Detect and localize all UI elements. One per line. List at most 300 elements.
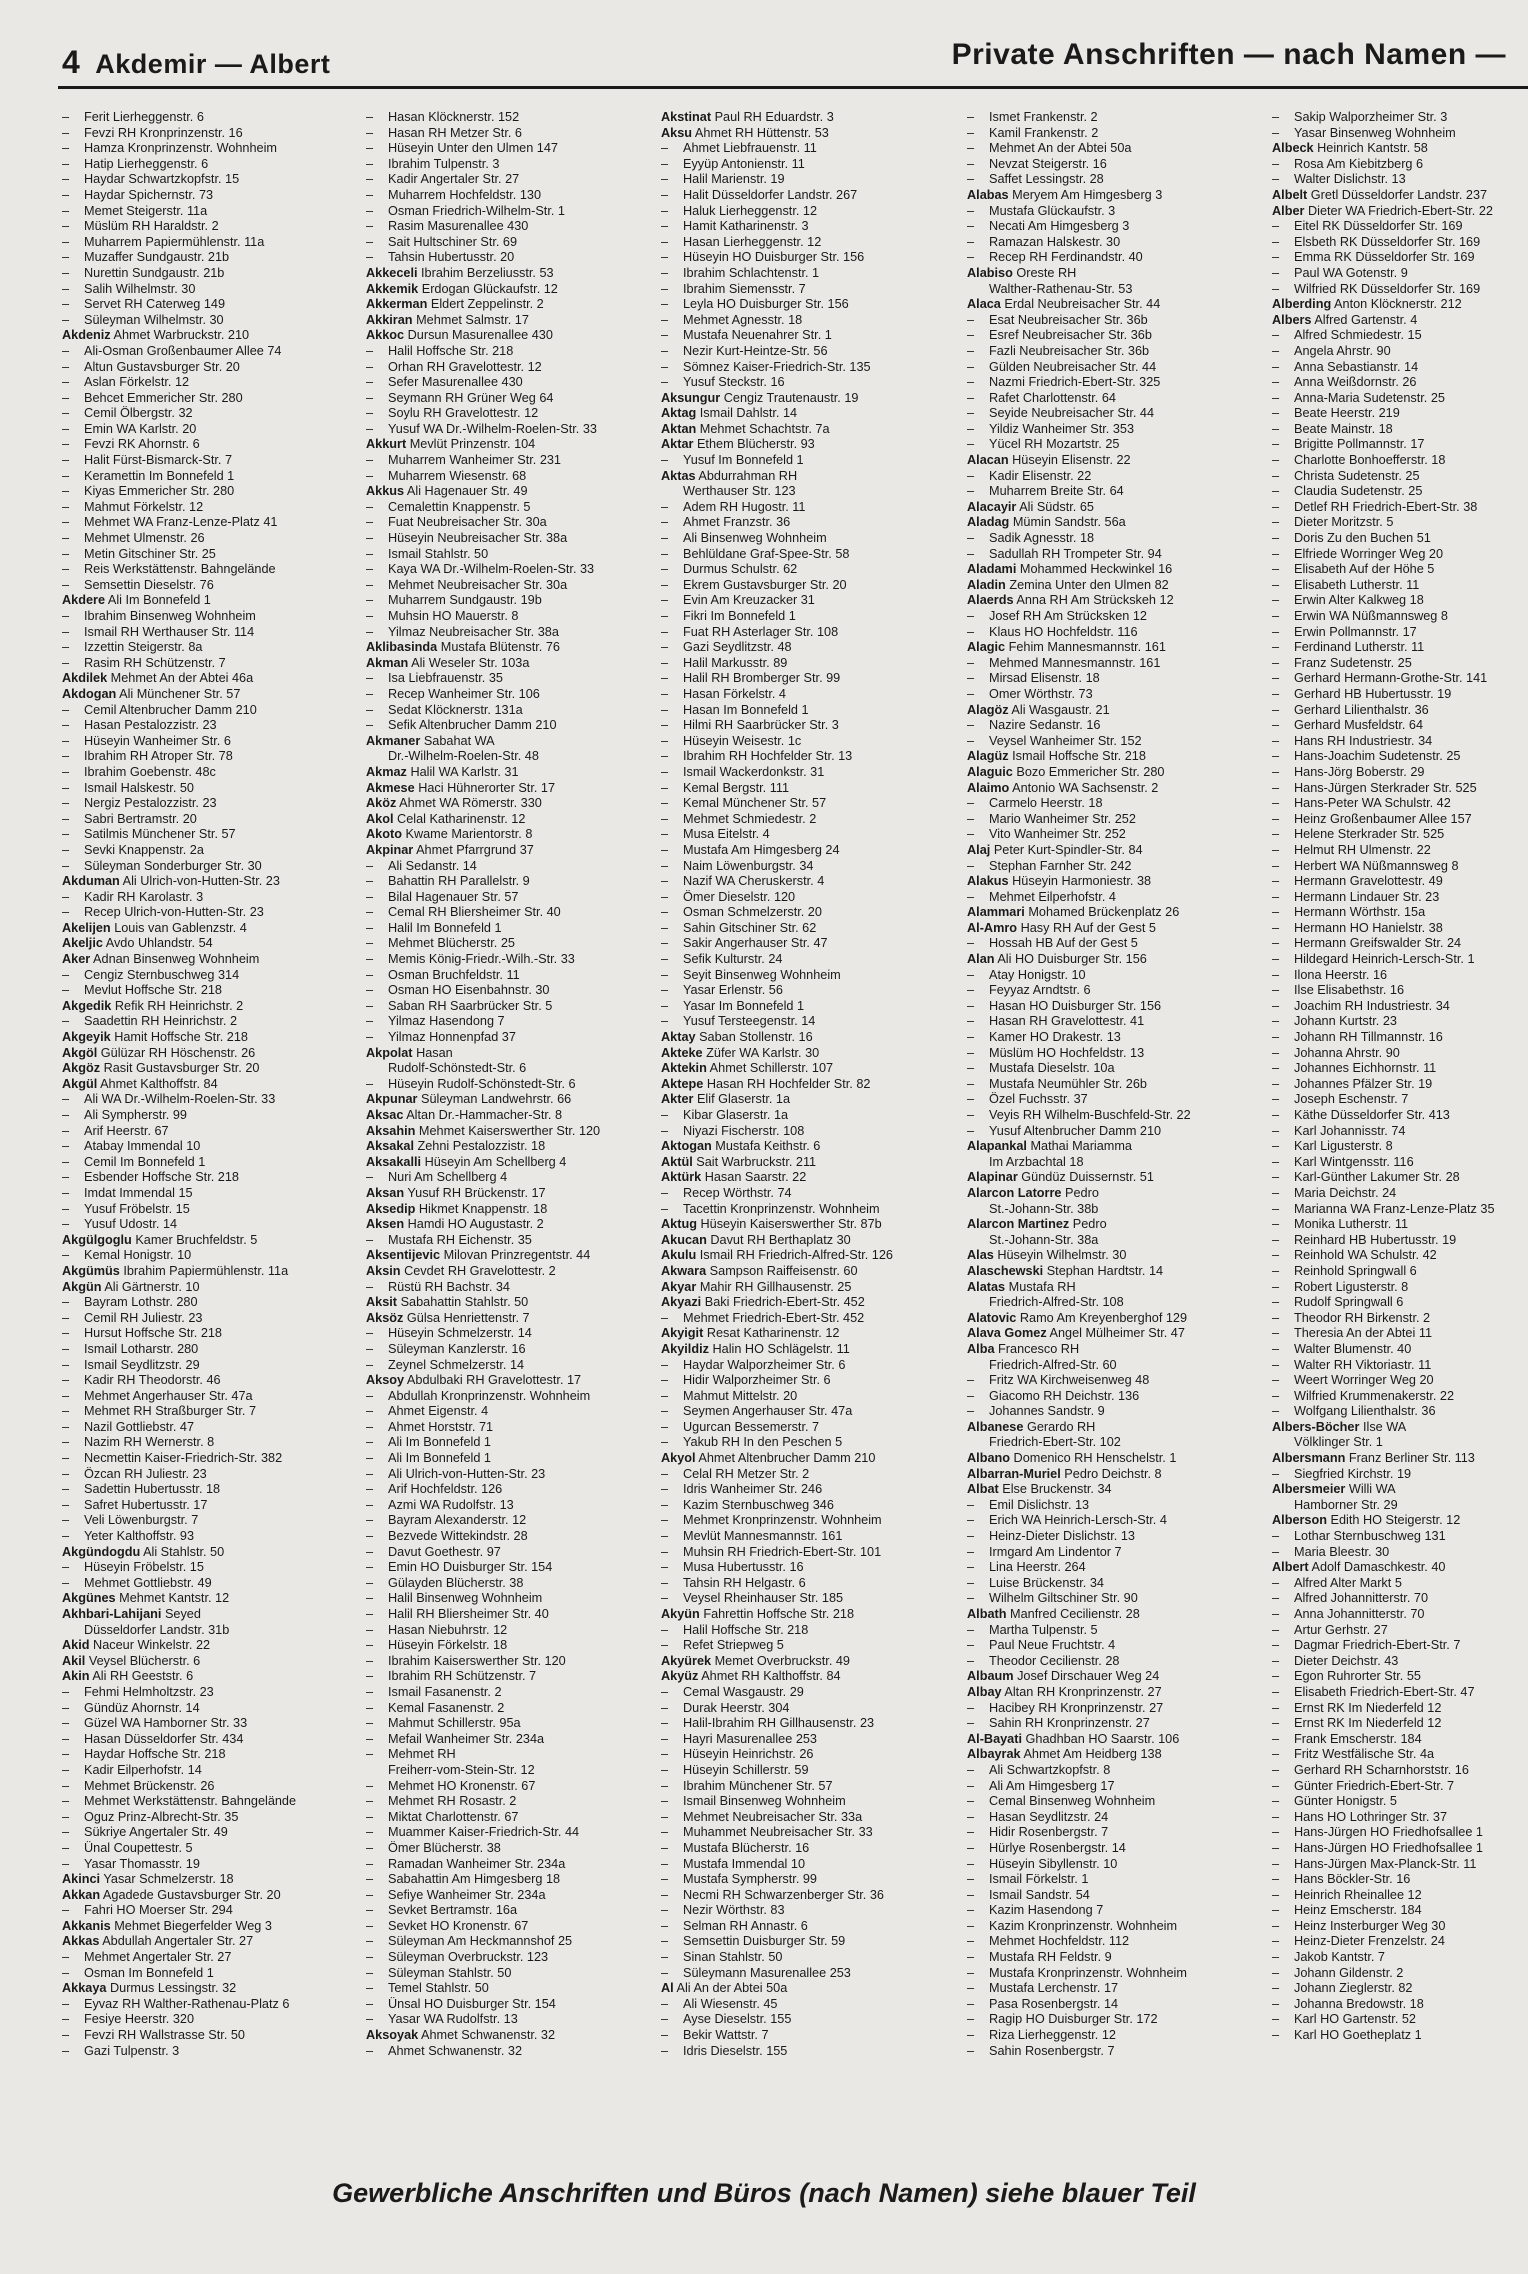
entry-text: Hürlye Rosenbergstr. 14 xyxy=(989,1840,1126,1855)
directory-entry xyxy=(366,2012,664,2028)
entry-text: Celal RH Metzer Str. 2 xyxy=(683,1466,810,1481)
entry-text: Sait Hultschiner Str. 69 xyxy=(388,234,518,249)
entry-text: Halil RH Bromberger Str. 99 xyxy=(683,671,841,686)
entry-text: Theodor Cecilienstr. 28 xyxy=(989,1653,1120,1668)
directory-entry xyxy=(661,859,959,875)
directory-entry xyxy=(967,391,1265,407)
directory-entry xyxy=(661,625,959,641)
entry-text: Maria Bleestr. 30 xyxy=(1294,1544,1390,1559)
directory-entry xyxy=(366,1903,664,1919)
entry-text: Hans RH Industriestr. 34 xyxy=(1294,733,1433,748)
entry-text: Haydar Hoffsche Str. 218 xyxy=(84,1747,226,1762)
directory-entry xyxy=(1272,968,1528,984)
directory-entry xyxy=(62,890,360,906)
entry-text: Monika Lutherstr. 11 xyxy=(1294,1217,1409,1232)
directory-column-2 xyxy=(366,110,664,2140)
directory-entry xyxy=(661,1420,959,1436)
entry-text: Mehmet Agnesstr. 18 xyxy=(683,312,803,327)
entry-text: Anna Weißdornstr. 26 xyxy=(1294,375,1417,390)
entry-text: Yildiz Wanheimer Str. 353 xyxy=(989,421,1135,436)
entry-text: Ramazan Halskestr. 30 xyxy=(989,234,1121,249)
directory-entry xyxy=(967,640,1265,656)
directory-entry xyxy=(62,1108,360,1124)
directory-entry xyxy=(366,1233,664,1249)
entry-text: Nevzat Steigerstr. 16 xyxy=(989,156,1107,171)
entry-text: Halil Marienstr. 19 xyxy=(683,172,785,187)
directory-entry xyxy=(366,141,664,157)
surname: Albayrak xyxy=(967,1747,1021,1762)
entry-text: Ibrahim Binsenweg Wohnheim xyxy=(84,609,256,623)
directory-entry xyxy=(1272,1623,1528,1639)
surname: Alava Gomez xyxy=(967,1326,1047,1341)
surname: Alakus xyxy=(967,874,1009,889)
directory-entry xyxy=(1272,1498,1528,1514)
surname: Akyün xyxy=(661,1607,700,1621)
entry-text: Abdurrahman RH xyxy=(698,468,798,483)
directory-entry xyxy=(661,1903,959,1919)
entry-text: Ahmet RH Hüttenstr. 53 xyxy=(694,125,829,140)
entry-text: Mirsad Elisenstr. 18 xyxy=(989,671,1100,686)
directory-entry xyxy=(1272,1311,1528,1327)
entry-text: Yasar Erlenstr. 56 xyxy=(683,983,783,998)
directory-entry xyxy=(62,1092,360,1108)
directory-entry xyxy=(967,406,1265,422)
entry-text: Ali Im Bonnefeld 1 xyxy=(388,1451,491,1466)
entry-text: Hans-Jürgen HO Friedhofsallee 1 xyxy=(1294,1825,1483,1840)
directory-entry xyxy=(1272,1342,1528,1358)
entry-text: Ali Wasgaustr. 21 xyxy=(1011,702,1110,717)
entry-text: Süleyman Kanzlerstr. 16 xyxy=(388,1341,526,1356)
directory-entry xyxy=(62,282,360,298)
entry-text: Johannes Eichhornstr. 11 xyxy=(1294,1061,1437,1076)
directory-entry xyxy=(62,578,360,594)
directory-entry xyxy=(1272,1435,1528,1451)
directory-entry xyxy=(366,1779,664,1795)
directory-entry xyxy=(661,1451,959,1467)
directory-entry xyxy=(661,172,959,188)
directory-entry xyxy=(62,1170,360,1186)
entry-text: Gerhard RH Scharnhorststr. 16 xyxy=(1294,1762,1469,1777)
entry-text: Celal Katharinenstr. 12 xyxy=(397,811,526,826)
directory-entry xyxy=(1272,1669,1528,1685)
directory-entry xyxy=(1272,110,1528,126)
entry-text: Hüseyin Sibyllenstr. 10 xyxy=(989,1856,1118,1871)
surname: Alberson xyxy=(1272,1513,1327,1528)
entry-text: Kamer Bruchfeldstr. 5 xyxy=(135,1232,258,1247)
entry-text: Avdo Uhlandstr. 54 xyxy=(105,936,213,951)
entry-text: Ahmet Schillerstr. 107 xyxy=(709,1061,834,1076)
surname: Akter xyxy=(661,1092,694,1107)
directory-entry xyxy=(366,749,664,765)
directory-entry xyxy=(1272,406,1528,422)
entry-text: Yücel RH Mozartstr. 25 xyxy=(989,437,1120,452)
entry-text: Hayri Masurenallee 253 xyxy=(683,1731,817,1746)
directory-entry xyxy=(366,1997,664,2013)
directory-entry xyxy=(967,578,1265,594)
entry-text: Necati Am Himgesberg 3 xyxy=(989,219,1130,234)
directory-entry xyxy=(967,1857,1265,1873)
directory-entry xyxy=(62,1716,360,1732)
directory-entry xyxy=(1272,999,1528,1015)
directory-entry xyxy=(366,1591,664,1607)
entry-text: Ibrahim Siemensstr. 7 xyxy=(683,281,806,296)
entry-text: Süleyman Stahlstr. 50 xyxy=(388,1965,512,1980)
surname: Aksakalli xyxy=(366,1154,422,1169)
entry-text: Ibrahim RH Atroper Str. 78 xyxy=(84,749,233,764)
entry-text: Mustafa Neumühler Str. 26b xyxy=(989,1076,1147,1091)
entry-text: Cevdet RH Gravelottestr. 2 xyxy=(404,1263,556,1278)
directory-entry xyxy=(366,1482,664,1498)
entry-text: Ibrahim Papiermühlenstr. 11a xyxy=(123,1263,289,1278)
directory-entry xyxy=(1272,1295,1528,1311)
directory-entry xyxy=(62,1061,360,1077)
directory-entry xyxy=(366,671,664,687)
directory-entry xyxy=(967,1779,1265,1795)
entry-text: Sedat Klöcknerstr. 131a xyxy=(388,702,523,717)
entry-text: Atay Honigstr. 10 xyxy=(989,967,1086,982)
surname: Alas xyxy=(967,1248,994,1263)
directory-entry xyxy=(967,1841,1265,1857)
page-header-left xyxy=(62,44,330,81)
entry-text: Necmi RH Schwarzenberger Str. 36 xyxy=(683,1887,884,1902)
directory-entry xyxy=(62,500,360,516)
directory-entry xyxy=(661,1373,959,1389)
entry-text: Idris Wanheimer Str. 246 xyxy=(683,1482,823,1497)
directory-entry xyxy=(366,703,664,719)
entry-text: Fikri Im Bonnefeld 1 xyxy=(683,609,796,623)
directory-column-1 xyxy=(62,110,360,2140)
directory-entry xyxy=(1272,235,1528,251)
directory-entry xyxy=(62,765,360,781)
entry-text: Yeter Kalthoffstr. 93 xyxy=(84,1529,195,1544)
entry-text: Halil-Ibrahim RH Gillhausenstr. 23 xyxy=(683,1716,875,1731)
directory-entry xyxy=(661,843,959,859)
directory-entry xyxy=(661,1498,959,1514)
entry-text: Meryem Am Himgesberg 3 xyxy=(1012,187,1163,202)
directory-entry xyxy=(366,391,664,407)
directory-entry xyxy=(661,593,959,609)
entry-text: Hüseyin Harmoniestr. 38 xyxy=(1012,874,1152,889)
directory-entry xyxy=(1272,2012,1528,2028)
directory-entry xyxy=(661,1529,959,1545)
entry-text: Ünsal HO Duisburger Str. 154 xyxy=(388,1996,556,2011)
directory-entry xyxy=(366,1217,664,1233)
entry-text: Günter Friedrich-Ebert-Str. 7 xyxy=(1294,1778,1455,1793)
directory-entry xyxy=(1272,422,1528,438)
entry-text: Mehmet Biegerfelder Weg 3 xyxy=(114,1918,272,1933)
entry-text: Beate Mainstr. 18 xyxy=(1294,421,1393,436)
directory-entry xyxy=(967,765,1265,781)
directory-entry xyxy=(661,360,959,376)
directory-entry xyxy=(62,1046,360,1062)
entry-text: Ahmet Schwanenstr. 32 xyxy=(421,2028,556,2043)
surname: Aksoyak xyxy=(366,2028,419,2043)
directory-entry xyxy=(1272,204,1528,220)
entry-text: Mehmet Neubreisacher Str. 33a xyxy=(683,1809,863,1824)
entry-text: Cemil RH Juliestr. 23 xyxy=(84,1310,203,1325)
header-rule xyxy=(58,86,1528,89)
entry-text: Hüseyin Fröbelstr. 15 xyxy=(84,1560,204,1575)
directory-entry xyxy=(366,734,664,750)
directory-entry xyxy=(1272,1981,1528,1997)
entry-text: Saadettin RH Heinrichstr. 2 xyxy=(84,1014,238,1029)
directory-entry xyxy=(1272,905,1528,921)
directory-entry xyxy=(62,703,360,719)
directory-entry xyxy=(1272,313,1528,329)
surname: Akkurt xyxy=(366,437,407,452)
surname: Akkus xyxy=(366,484,405,499)
directory-entry xyxy=(366,1841,664,1857)
entry-text: St.-Johann-Str. 38a xyxy=(989,1232,1099,1247)
entry-text: Ali Südstr. 65 xyxy=(1019,499,1094,514)
directory-entry xyxy=(62,484,360,500)
directory-entry xyxy=(1272,1513,1528,1529)
directory-entry xyxy=(1272,625,1528,641)
directory-entry xyxy=(62,1155,360,1171)
directory-entry xyxy=(62,1669,360,1685)
entry-text: Zehni Pestalozzistr. 18 xyxy=(417,1139,546,1154)
surname: Akkemik xyxy=(366,281,419,296)
surname: Akkanis xyxy=(62,1918,111,1933)
entry-text: Behcet Emmericher Str. 280 xyxy=(84,390,243,405)
directory-entry xyxy=(366,1404,664,1420)
entry-text: Muharrem Wanheimer Str. 231 xyxy=(388,453,561,468)
directory-entry xyxy=(967,1030,1265,1046)
directory-entry xyxy=(1272,1794,1528,1810)
entry-text: Recep Ulrich-von-Hutten-Str. 23 xyxy=(84,905,264,920)
directory-entry xyxy=(1272,593,1528,609)
entry-text: Veysel Blücherstr. 6 xyxy=(88,1653,201,1668)
directory-entry xyxy=(62,905,360,921)
directory-entry xyxy=(1272,1326,1528,1342)
directory-entry xyxy=(62,188,360,204)
directory-entry xyxy=(661,1701,959,1717)
surname: Akkaya xyxy=(62,1981,107,1996)
entry-text: Hasan Saarstr. 22 xyxy=(704,1170,807,1185)
entry-text: Heinz-Dieter Dislichstr. 13 xyxy=(989,1529,1135,1544)
directory-entry xyxy=(967,1326,1265,1342)
surname: Akpolat xyxy=(366,1045,413,1060)
directory-entry xyxy=(62,157,360,173)
surname: Alacayir xyxy=(967,499,1017,514)
directory-entry xyxy=(366,422,664,438)
surname: Aksan xyxy=(366,1185,405,1200)
surname: Alaguic xyxy=(967,764,1013,779)
surname: Alaschewski xyxy=(967,1263,1044,1278)
entry-text: Mehmet An der Abtei 46a xyxy=(110,671,254,686)
directory-entry xyxy=(967,219,1265,235)
directory-entry xyxy=(967,1654,1265,1670)
entry-text: Nazire Sedanstr. 16 xyxy=(989,718,1101,733)
directory-entry xyxy=(967,718,1265,734)
surname: Akol xyxy=(366,811,394,826)
entry-text: Alfred Johannitterstr. 70 xyxy=(1294,1591,1428,1606)
entry-text: Helene Sterkrader Str. 525 xyxy=(1294,827,1445,842)
directory-entry xyxy=(967,2028,1265,2044)
directory-entry xyxy=(967,1997,1265,2013)
entry-text: Refik RH Heinrichstr. 2 xyxy=(114,998,244,1013)
directory-entry xyxy=(366,687,664,703)
entry-text: Doris Zu den Buchen 51 xyxy=(1294,531,1431,546)
entry-text: Mario Wanheimer Str. 252 xyxy=(989,811,1136,826)
directory-entry xyxy=(661,1654,959,1670)
surname: Akoto xyxy=(366,827,402,842)
directory-entry xyxy=(967,999,1265,1015)
entry-text: Stephan Hardtstr. 14 xyxy=(1046,1263,1164,1278)
entry-text: Willi WA xyxy=(1348,1482,1396,1497)
directory-entry xyxy=(1272,157,1528,173)
entry-text: Sefik Kulturstr. 24 xyxy=(683,952,783,967)
directory-entry xyxy=(661,266,959,282)
entry-text: Naim Löwenburgstr. 34 xyxy=(683,858,814,873)
entry-text: Hüseyin Förkelstr. 18 xyxy=(388,1638,508,1653)
entry-text: Irmgard Am Lindentor 7 xyxy=(989,1544,1122,1559)
directory-entry xyxy=(967,1794,1265,1810)
entry-text: Emin HO Duisburger Str. 154 xyxy=(388,1560,553,1575)
directory-entry xyxy=(661,1685,959,1701)
directory-entry xyxy=(1272,297,1528,313)
directory-entry xyxy=(1272,827,1528,843)
directory-entry xyxy=(661,905,959,921)
entry-text: Cemal Binsenweg Wohnheim xyxy=(989,1794,1156,1809)
entry-text: Mevlüt Mannesmannstr. 161 xyxy=(683,1529,843,1544)
entry-text: Halil Markusstr. 89 xyxy=(683,655,788,670)
entry-text: Johannes Sandstr. 9 xyxy=(989,1404,1105,1419)
directory-entry xyxy=(1272,562,1528,578)
directory-entry xyxy=(967,1950,1265,1966)
entry-text: Recep Wanheimer Str. 106 xyxy=(388,686,540,701)
surname: Akkas xyxy=(62,1934,100,1949)
directory-entry xyxy=(62,1451,360,1467)
directory-entry xyxy=(967,843,1265,859)
entry-text: Niyazi Fischerstr. 108 xyxy=(683,1123,805,1138)
directory-entry xyxy=(1272,671,1528,687)
directory-column-4 xyxy=(967,110,1265,2140)
entry-text: Reinhard HB Hubertusstr. 19 xyxy=(1294,1232,1457,1247)
directory-entry xyxy=(366,562,664,578)
entry-text: Elfriede Worringer Weg 20 xyxy=(1294,546,1444,561)
entry-text: Memet Overbruckstr. 49 xyxy=(714,1653,850,1668)
entry-text: Ismail Fasanenstr. 2 xyxy=(388,1684,502,1699)
directory-entry xyxy=(62,1373,360,1389)
surname: Akdilek xyxy=(62,671,108,686)
entry-text: Ali Im Bonnefeld 1 xyxy=(388,1435,491,1450)
entry-text: Ibrahim Berzeliusstr. 53 xyxy=(421,265,554,280)
entry-text: Necmettin Kaiser-Friedrich-Str. 382 xyxy=(84,1451,283,1466)
directory-entry xyxy=(661,1607,959,1623)
directory-entry xyxy=(967,469,1265,485)
entry-text: Haydar Schwartzkopfstr. 15 xyxy=(84,172,240,187)
directory-entry xyxy=(967,1124,1265,1140)
surname: Aksöz xyxy=(366,1310,404,1325)
entry-text: Osman Friedrich-Wilhelm-Str. 1 xyxy=(388,203,565,218)
directory-entry xyxy=(967,1529,1265,1545)
entry-text: Ahmet Altenbrucher Damm 210 xyxy=(698,1451,876,1466)
entry-text: Isa Liebfrauenstr. 35 xyxy=(388,671,503,686)
entry-text: Kadir RH Karolastr. 3 xyxy=(84,889,204,904)
directory-entry xyxy=(1272,812,1528,828)
directory-entry xyxy=(967,1934,1265,1950)
directory-entry xyxy=(62,625,360,641)
surname: Akmese xyxy=(366,780,415,795)
entry-text: Ismail Sandstr. 54 xyxy=(989,1887,1090,1902)
directory-entry xyxy=(366,1810,664,1826)
entry-text: Müslüm RH Haraldstr. 2 xyxy=(84,219,219,234)
directory-entry xyxy=(967,874,1265,890)
entry-text: Weert Worringer Weg 20 xyxy=(1294,1373,1434,1388)
entry-text: Nazil Gottliebstr. 47 xyxy=(84,1419,195,1434)
directory-entry xyxy=(967,1295,1265,1311)
entry-text: Ismail Hoffsche Str. 218 xyxy=(1012,749,1146,764)
directory-entry xyxy=(62,1638,360,1654)
directory-entry xyxy=(661,1669,959,1685)
entry-text: Brigitte Pollmannstr. 17 xyxy=(1294,437,1425,452)
directory-entry xyxy=(366,1358,664,1374)
entry-text: Muharrem Papiermühlenstr. 11a xyxy=(84,234,265,249)
directory-entry xyxy=(661,671,959,687)
directory-entry xyxy=(967,781,1265,797)
entry-text: Alfred Schmiedestr. 15 xyxy=(1294,328,1422,343)
directory-entry xyxy=(366,1825,664,1841)
directory-entry xyxy=(967,141,1265,157)
directory-entry xyxy=(366,1747,664,1763)
surname: Akgümüs xyxy=(62,1263,120,1278)
directory-entry xyxy=(1272,1529,1528,1545)
directory-entry xyxy=(1272,1857,1528,1873)
directory-entry xyxy=(661,282,959,298)
entry-text: Durmus Lessingstr. 32 xyxy=(109,1981,237,1996)
directory-entry xyxy=(62,375,360,391)
directory-entry xyxy=(366,718,664,734)
directory-entry xyxy=(1272,531,1528,547)
entry-text: Muharrem Sundgaustr. 19b xyxy=(388,593,542,608)
entry-text: Gerhard Hermann-Grothe-Str. 141 xyxy=(1294,671,1488,686)
entry-text: Alfred Gartenstr. 4 xyxy=(1314,312,1418,327)
directory-entry xyxy=(62,1779,360,1795)
surname: Akyar xyxy=(661,1279,697,1294)
surname: Aktar xyxy=(661,437,694,452)
directory-entry xyxy=(1272,1966,1528,1982)
directory-entry xyxy=(967,313,1265,329)
directory-entry xyxy=(967,1591,1265,1607)
entry-text: Erwin Alter Kalkweg 18 xyxy=(1294,593,1424,608)
entry-text: Yusuf Steckstr. 16 xyxy=(683,375,785,390)
directory-entry xyxy=(661,890,959,906)
entry-text: Franz Berliner Str. 113 xyxy=(1348,1451,1475,1466)
surname: Akkoc xyxy=(366,328,405,343)
entry-text: Altun Gustavsburger Str. 20 xyxy=(84,359,240,374)
entry-text: Cemal RH Bliersheimer Str. 40 xyxy=(388,905,561,920)
entry-text: Ali HO Duisburger Str. 156 xyxy=(997,952,1147,967)
directory-entry xyxy=(1272,344,1528,360)
directory-entry xyxy=(366,1888,664,1904)
entry-text: Mehmet Angertaler Str. 27 xyxy=(84,1950,232,1965)
entry-text: Keramettin Im Bonnefeld 1 xyxy=(84,468,235,483)
directory-entry xyxy=(661,1841,959,1857)
directory-entry xyxy=(1272,1170,1528,1186)
directory-entry xyxy=(366,765,664,781)
entry-text: Karl Wintgensstr. 116 xyxy=(1294,1154,1414,1169)
entry-text: Gazi Seydlitzstr. 48 xyxy=(683,640,792,655)
directory-entry xyxy=(1272,1482,1528,1498)
directory-entry xyxy=(62,1389,360,1405)
directory-entry xyxy=(1272,1248,1528,1264)
directory-entry xyxy=(661,703,959,719)
entry-text: Lothar Sternbuschweg 131 xyxy=(1294,1529,1446,1544)
surname: Akyol xyxy=(661,1451,696,1466)
directory-entry xyxy=(62,1513,360,1529)
directory-entry xyxy=(366,1560,664,1576)
